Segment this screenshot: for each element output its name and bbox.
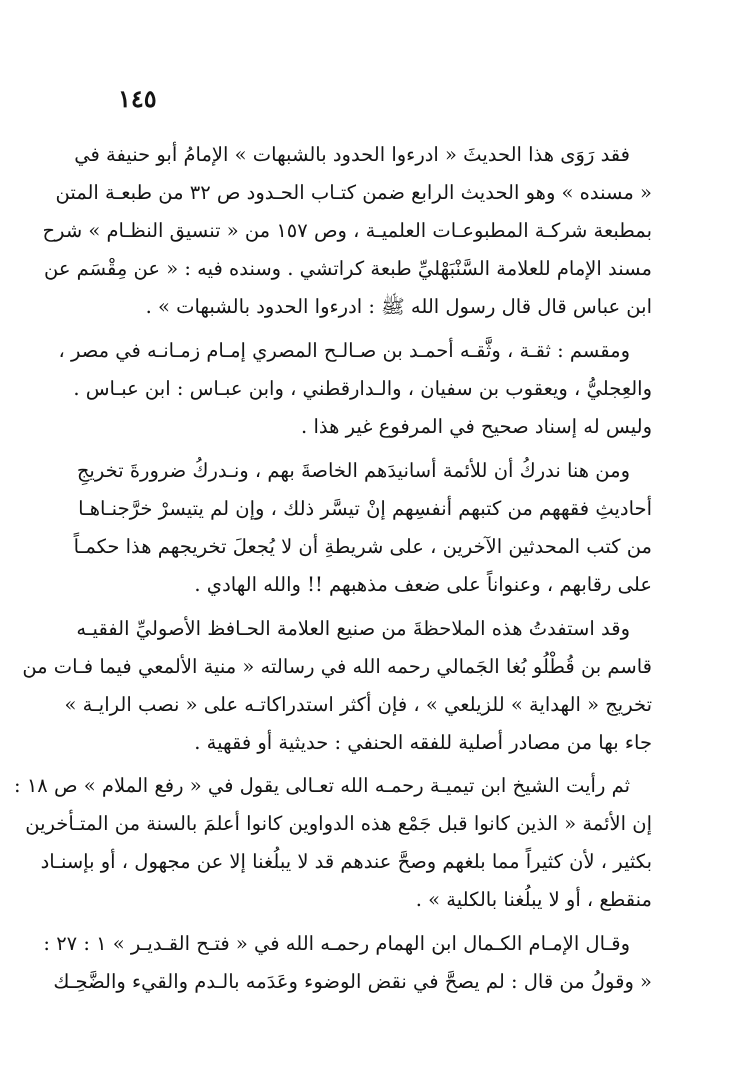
paragraph-line: جاء بها من مصادر أصلية للفقه الحنفي : حديثية أو فقهية . (194, 731, 652, 754)
paragraph-line: ومقسم : ثقـة ، وثَّقـه أحمـد بن صـالـح المصري إمـام زمـانـه في مصر ، (58, 339, 630, 362)
paragraph-line: والعِجليُّ ، ويعقوب بن سفيان ، والـدارقطني ، وابن عبـاس : ابن عبـاس . (73, 377, 652, 400)
paragraph-line: أحاديثِ فقههم من كتبهم أنفسِهم إنْ تيسَّر ذلك ، وإن لم يتيسرْ خرَّجنـاهـا (78, 497, 652, 520)
paragraph-line: ابن عباس قال قال رسول الله ﷺ : ادرءوا الحدود بالشبهات » . (145, 295, 652, 318)
paragraph-line: بمطبعة شركـة المطبوعـات العلميـة ، وص ١٥٧ من « تنسيق النظـام » شرح (42, 219, 652, 242)
paragraph-line: وليس له إسناد صحيح في المرفوع غير هذا . (301, 415, 652, 438)
paragraph-line: « وقولُ من قال : لم يصحَّ في نقض الوضوء وعَدَمه بالـدم والقيء والضَّحِـك (53, 970, 652, 993)
paragraph-line: فقد رَوَى هذا الحديثَ « ادرءوا الحدود بالشبهات » الإمامُ أبو حنيفة في (74, 143, 630, 166)
paragraph-line: ومن هنا ندركُ أن للأئمة أسانيدَهم الخاصةَ بهم ، ونـدركُ ضرورةَ تخريجِ (76, 459, 630, 482)
paragraph-line: تخريج « الهداية » للزيلعي » ، فإن أكثر استدراكاتـه على « نصب الرايـة » (64, 693, 652, 716)
paragraph-line: إن الأئمة « الذين كانوا قبل جَمْع هذه الدواوين كانوا أعلمَ بالسنة من المتـأخرين (25, 812, 652, 835)
paragraph-line: بكثير ، لأن كثيراً مما بلغهم وصحَّ عندهم قد لا يبلُغنا إلا عن مجهول ، أو بإسنـاد (40, 850, 652, 873)
paragraph-line: مسند الإمام للعلامة السَّنْبَهْليِّ طبعة كراتشي . وسنده فيه : « عن مِقْسَم عن (44, 257, 652, 280)
paragraph-line: من كتب المحدثين الآخرين ، على شريطةِ أن لا يُجعلَ تخريجهم هذا حكمـاً (73, 535, 652, 558)
paragraph-line: قاسم بن قُطْلُو بُغا الجَمالي رحمه الله في رسالته « منية الألمعي فيما فـات من (22, 655, 652, 678)
paragraph-5 (14, 767, 652, 919)
paragraph-line: وقـال الإمـام الكـمال ابن الهمام رحمـه الله في « فتـح القـديـر » ١ : ٢٧ : (43, 932, 630, 955)
paragraph-line: وقد استفدتُ هذه الملاحظةَ من صنيع العلامة الحـافظ الأصوليِّ الفقيـه (76, 617, 630, 640)
page-number: ١٤٥ (118, 84, 157, 113)
paragraph-2 (58, 332, 652, 446)
paragraph-line: على رقابهم ، وعنواناً على ضعف مذهبهم !! والله الهادي . (194, 573, 652, 596)
paragraph-line: منقطع ، أو لا يبلُغنا بالكلية » . (415, 888, 652, 911)
paragraph-1 (42, 136, 652, 326)
paragraph-4 (22, 610, 652, 762)
paragraph-3 (73, 452, 652, 604)
paragraph-6 (43, 925, 652, 1001)
paragraph-line: « مسنده » وهو الحديث الرابع ضمن كتـاب الحـدود ص ٣٢ من طبعـة المتن (55, 181, 652, 204)
paragraph-line: ثم رأيت الشيخ ابن تيميـة رحمـه الله تعـالى يقول في « رفع الملام » ص ١٨ : (14, 774, 630, 797)
